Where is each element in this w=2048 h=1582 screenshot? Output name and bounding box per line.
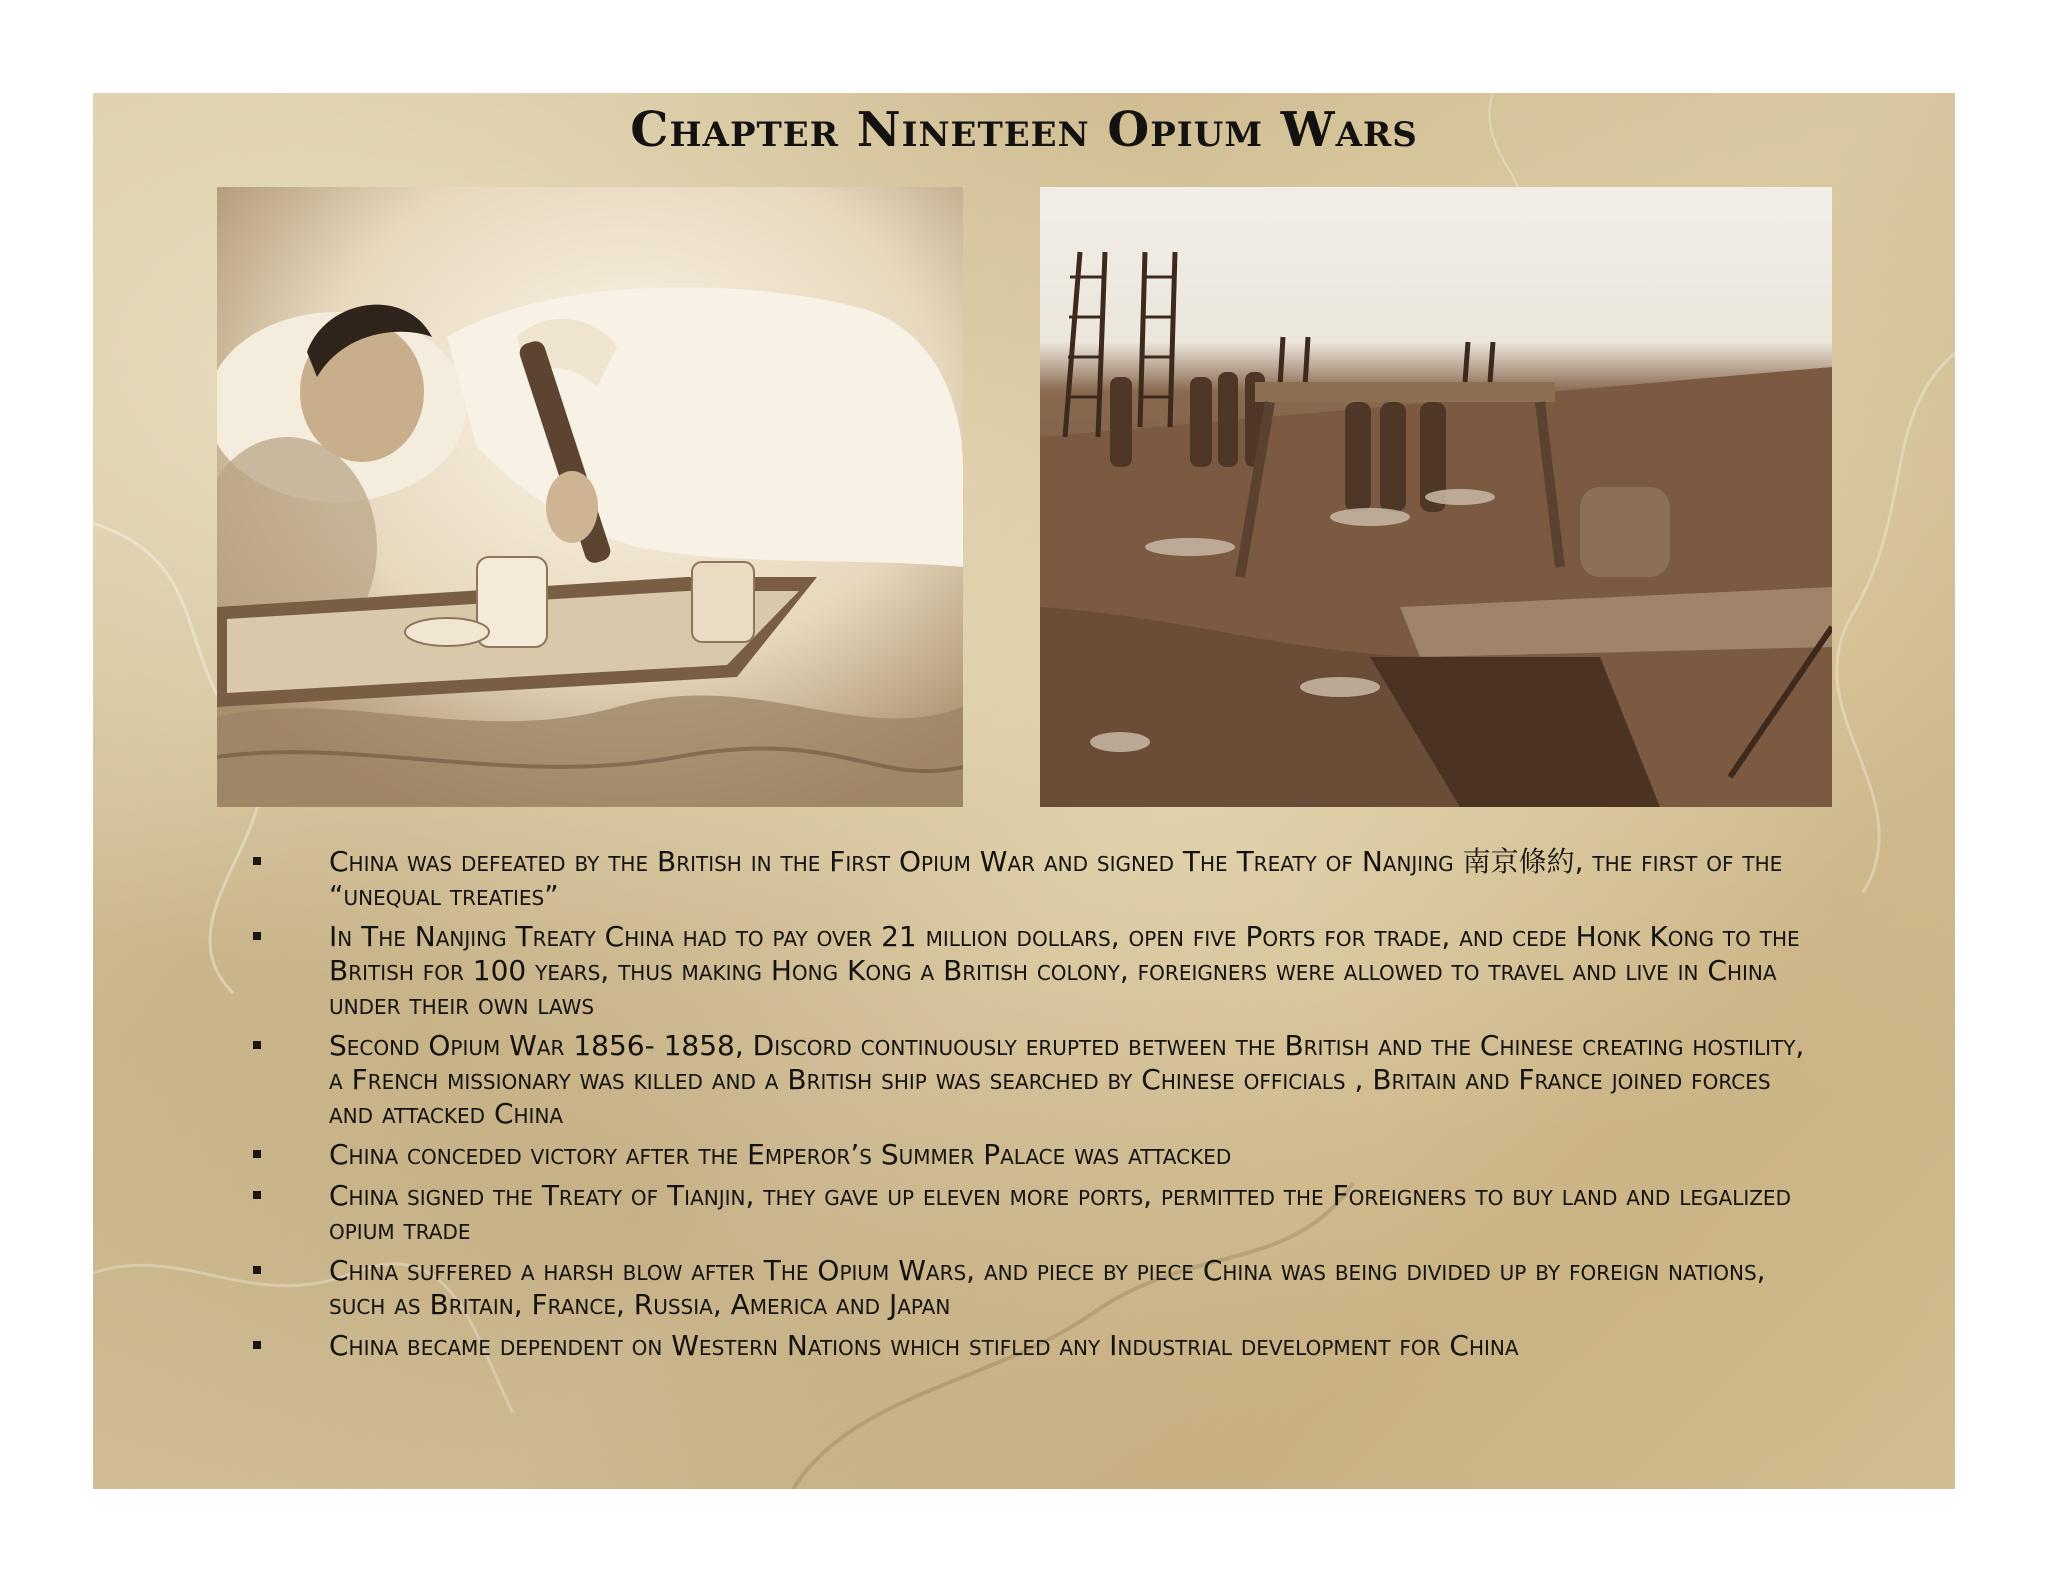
bullet-marker	[253, 1266, 261, 1274]
bullet-text: China was defeated by the British in the First Opium War and signed The Treaty of Nanjing 南京條約, the first of the “unequal treaties”	[329, 845, 1783, 912]
bullet-marker	[253, 857, 261, 865]
photo-icon	[1040, 187, 1832, 807]
bullet-marker	[253, 1150, 261, 1158]
bullet-text: China suffered a harsh blow after The Opium Wars, and piece by piece China was being divided up by foreign nations, such as Britain, France, Russia, America and Japan	[329, 1254, 1766, 1321]
bullet-text: China signed the Treaty of Tianjin, they gave up eleven more ports, permitted the Foreigners to buy land and legalized opium trade	[329, 1179, 1791, 1246]
bullet-text: China became dependent on Western Nations which stifled any Industrial development for China	[329, 1329, 1519, 1362]
bullet-marker	[253, 1341, 261, 1349]
bullet-marker	[253, 1041, 261, 1049]
bullet-item	[253, 920, 1813, 1022]
fort-aftermath-photo	[1040, 187, 1832, 807]
page-title: Chapter Nineteen Opium Wars	[630, 102, 1418, 158]
bullet-item	[253, 1254, 1813, 1322]
bullet-item	[253, 1329, 1813, 1363]
bullet-text: In The Nanjing Treaty China had to pay over 21 million dollars, open five Ports for trade, and cede Honk Kong to the British for 100 years, thus making Hong Kong a British colony, foreigners were allowed to travel and live in China under their own laws	[329, 920, 1800, 1021]
bullet-item	[253, 1179, 1813, 1247]
marble-vein	[1837, 353, 1955, 893]
photo-icon	[217, 187, 963, 807]
opium-smoker-photo	[217, 187, 963, 807]
bullet-text: China conceded victory after the Emperor’s Summer Palace was attacked	[329, 1138, 1232, 1171]
bullet-item	[253, 1138, 1813, 1172]
bullet-list	[253, 845, 1813, 1370]
bullet-marker	[253, 932, 261, 940]
bullet-item	[253, 1029, 1813, 1131]
bullet-text: Second Opium War 1856- 1858, Discord continuously erupted between the British and the Chinese creating hostility, a French missionary was killed and a British ship was searched by Chinese officials , Britain and France joined forces and attacked China	[329, 1029, 1805, 1130]
bullet-item	[253, 845, 1813, 913]
slide	[93, 93, 1955, 1489]
bullet-marker	[253, 1191, 261, 1199]
